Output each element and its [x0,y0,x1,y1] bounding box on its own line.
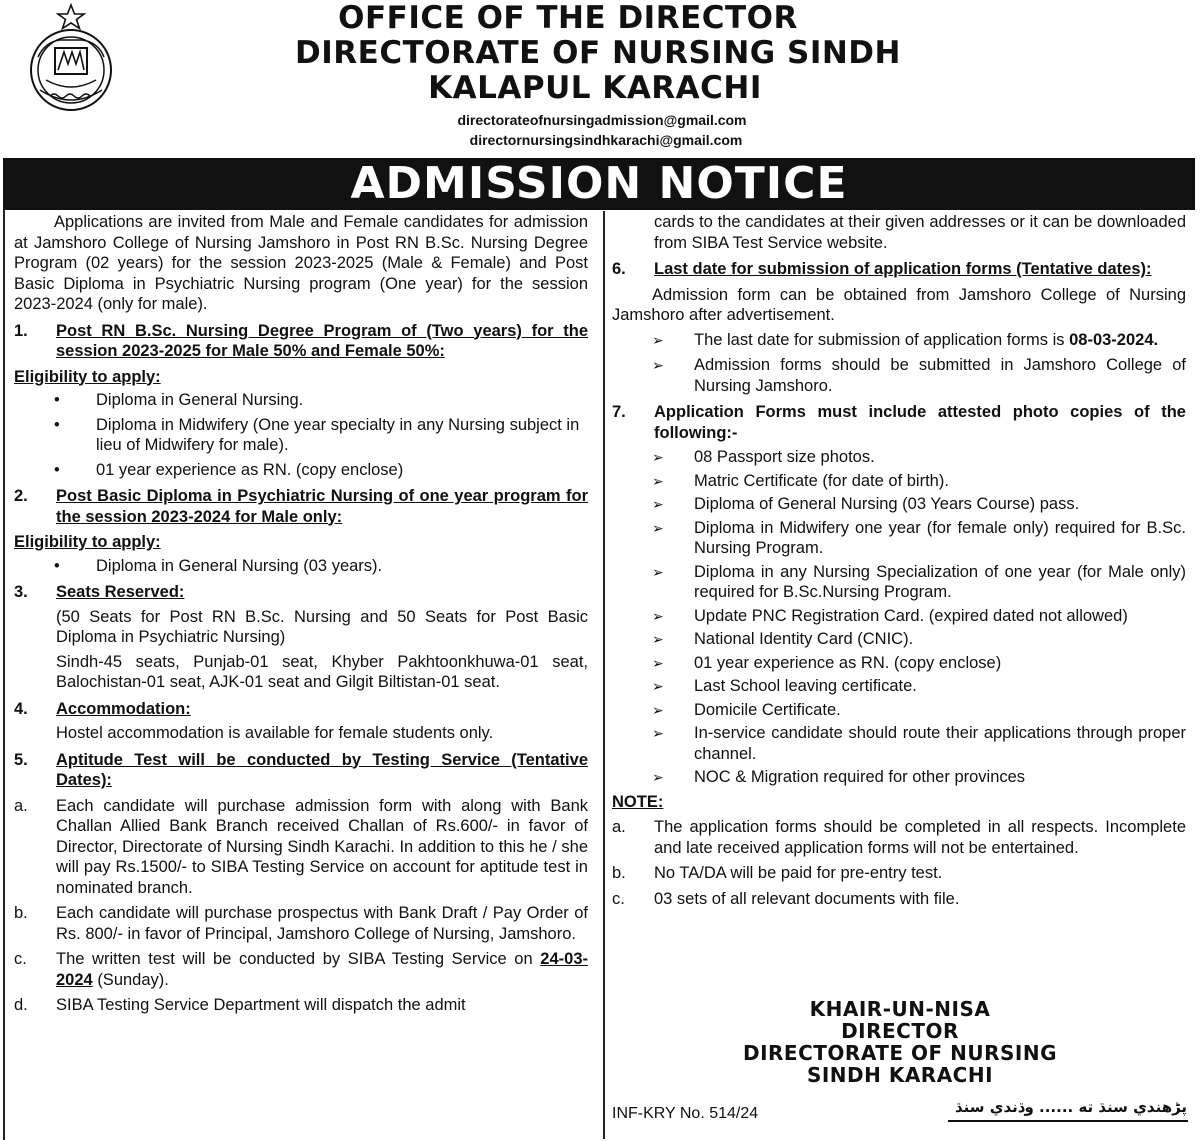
section-7-heading [612,402,1186,443]
arrow-bullet-icon: ➢ [652,496,664,512]
section-title: Aptitude Test will be conducted by Testing Service (Tentative Dates): [56,750,588,789]
left-column [14,212,588,1016]
arrow-bullet-icon: ➢ [652,678,664,694]
letterhead [0,0,1200,158]
section-title: Seats Reserved: [56,583,185,601]
section-2-list [14,556,588,577]
arrow-bullet-icon: ➢ [652,631,664,647]
signature-block [700,998,1100,1086]
slogan-underline [948,1120,1188,1122]
note-item-b: b. No TA/DA will be paid for pre-entry test. [612,864,943,882]
list-item: ➢ NOC & Migration required for other provinces [612,767,1186,788]
right-column [612,212,1186,909]
list-item: • 01 year experience as RN. (copy enclose) [14,460,588,481]
test-item-a: a. Each candidate will purchase admission form with along with Bank Challan Allied Bank Branch received Challan of Rs.600/- in favor of Director, Directorate of Nursing Sindh Karachi. In addition to this he / she will pay Rs.1500/- to SIBA Testing Service on account for aptitude test in nominated branch. [14,796,588,897]
arrow-bullet-icon: ➢ [652,654,664,671]
list-item: ➢ In-service candidate should route their applications through proper channel. [612,723,1186,764]
section-3-heading [14,582,588,603]
directorate-title: DIRECTORATE OF NURSING SINDH [295,35,901,71]
signatory-role: DIRECTOR [841,1019,959,1043]
test-item-d-continued: cards to the candidates at their given addresses or it can be downloaded from SIBA Test Service website. [654,213,1186,252]
list-item: ➢ Update PNC Registration Card. (expired dated not allowed) [612,606,1186,627]
section-title: Application Forms must include attested photo copies of the following:- [654,403,1186,442]
arrow-bullet-icon: ➢ [652,449,664,465]
bullet-icon: • [54,556,60,575]
accommodation-text: Hostel accommodation is available for female students only. [56,724,494,742]
section-number: 5. [14,750,28,769]
signatory-place: SINDH KARACHI [806,1063,994,1087]
section-4-heading [14,699,588,720]
section-2-heading [14,486,588,527]
list-item: ➢ Matric Certificate (for date of birth). [612,471,1186,492]
list-item: ➢ Diploma in any Nursing Specialization of one year (for Male only) required for B.Sc.Nursing Program. [612,562,1186,603]
arrow-bullet-icon: ➢ [652,769,664,785]
eligibility-heading: Eligibility to apply: [14,367,161,386]
arrow-bullet-icon: ➢ [652,701,664,718]
bullet-icon: • [54,415,60,434]
section-title: Last date for submission of application forms (Tentative dates): [654,260,1152,278]
column-divider [603,211,605,1139]
arrow-bullet-icon: ➢ [652,725,664,741]
list-item: ➢ Admission forms should be submitted in Jamshoro College of Nursing Jamshoro. [612,355,1186,396]
note-item-a: a. The application forms should be completed in all respects. Incomplete and late received application forms will not be entertained. [612,818,1186,857]
section-number: 3. [14,583,28,601]
section-1-list [14,390,588,480]
location-title: KALAPUL KARACHI [428,70,762,106]
intro-paragraph: Applications are invited from Male and Female candidates for admission at Jamshoro College of Nursing Jamshoro in Post RN B.Sc. Nursing Degree Program (02 years) for the session 2023-2025 (Male & Female) and Post Basic Diploma in Psychiatric Nursing program (One year) for the session 2023-2024 (only for male). [14,213,588,313]
section-number: 1. [14,321,28,340]
section-1-heading [14,321,588,362]
section-number: 2. [14,487,28,505]
form-availability-text: Admission form can be obtained from Jamshoro College of Nursing Jamshoro after advertisement. [612,285,1186,324]
section-6-heading [612,259,1186,280]
section-number: 4. [14,699,28,718]
email-link-director[interactable]: directornursingsindhkarachi@gmail.com [469,132,743,148]
signatory-org: DIRECTORATE OF NURSING [742,1041,1058,1065]
sindhi-slogan: پڑھندي سنڌ ته ...... وڌندي سنڌ [955,1098,1188,1116]
list-item: • Diploma in Midwifery (One year specialty in any Nursing subject in lieu of Midwifery for male). [14,415,588,456]
seats-breakdown: Sindh-45 seats, Punjab-01 seat, Khyber Pakhtoonkhuwa-01 seat, Balochistan-01 seat, AJK-01 seat and Gilgit Biltistan-01 seat. [56,652,588,691]
email-link-admission[interactable]: directorateofnursingadmission@gmail.com [457,112,747,128]
test-item-d: d. SIBA Testing Service Department will dispatch the admit [14,996,466,1014]
arrow-bullet-icon: ➢ [652,331,664,348]
test-item-b: b. Each candidate will purchase prospectus with Bank Draft / Pay Order of Rs. 800/- in favor of Principal, Jamshoro College of Nursing, Jamshoro. [14,904,588,943]
section-6-list [612,330,1186,397]
section-title: Accommodation: [56,699,191,718]
section-number: 7. [612,403,626,421]
list-item: ➢ Diploma of General Nursing (03 Years Course) pass. [612,494,1186,515]
arrow-bullet-icon: ➢ [652,472,664,489]
note-item-c: c. 03 sets of all relevant documents with file. [612,889,960,908]
list-item: ➢ 01 year experience as RN. (copy enclose) [612,653,1186,674]
section-title: Post RN B.Sc. Nursing Degree Program of (Two years) for the session 2023-2025 for Male 50% and Female 50%: [56,321,588,360]
list-item: ➢ Domicile Certificate. [612,700,1186,721]
test-date: 24-03-2024 [56,950,588,989]
test-item-c: c. The written test will be conducted by SIBA Testing Service on 24-03-2024 (Sunday). [14,950,588,989]
left-border [3,210,5,1140]
inf-reference: INF-KRY No. 514/24 [612,1105,759,1122]
note-heading: NOTE: [612,792,664,811]
bullet-icon: • [54,391,60,409]
bullet-icon: • [54,460,60,479]
signatory-name: KHAIR-UN-NISA [809,997,991,1021]
arrow-bullet-icon: ➢ [652,607,664,624]
arrow-bullet-icon: ➢ [652,357,664,373]
page-title: ADMISSION NOTICE [3,158,1195,210]
section-7-list [612,447,1186,788]
office-title: OFFICE OF THE DIRECTOR [338,0,798,36]
list-item: ➢ The last date for submission of application forms is 08-03-2024. [612,330,1186,351]
arrow-bullet-icon: ➢ [652,563,664,580]
list-item: ➢ 08 Passport size photos. [612,447,1186,468]
list-item: • Diploma in General Nursing. [14,390,588,411]
arrow-bullet-icon: ➢ [652,519,664,536]
section-5-heading [14,750,588,791]
eligibility-heading: Eligibility to apply: [14,533,161,551]
list-item: ➢ Last School leaving certificate. [612,676,1186,697]
section-number: 6. [612,260,626,278]
seats-summary: (50 Seats for Post RN B.Sc. Nursing and 50 Seats for Post Basic Diploma in Psychiatric Nursing) [56,607,588,646]
last-date: 08-03-2024. [1069,330,1159,349]
section-title: Post Basic Diploma in Psychiatric Nursing of one year program for the session 2023-2024 for Male only: [56,487,588,526]
list-item: ➢ Diploma in Midwifery one year (for female only) required for B.Sc. Nursing Program. [612,518,1186,559]
list-item: • Diploma in General Nursing (03 years). [14,556,588,577]
list-item: ➢ National Identity Card (CNIC). [612,629,1186,650]
